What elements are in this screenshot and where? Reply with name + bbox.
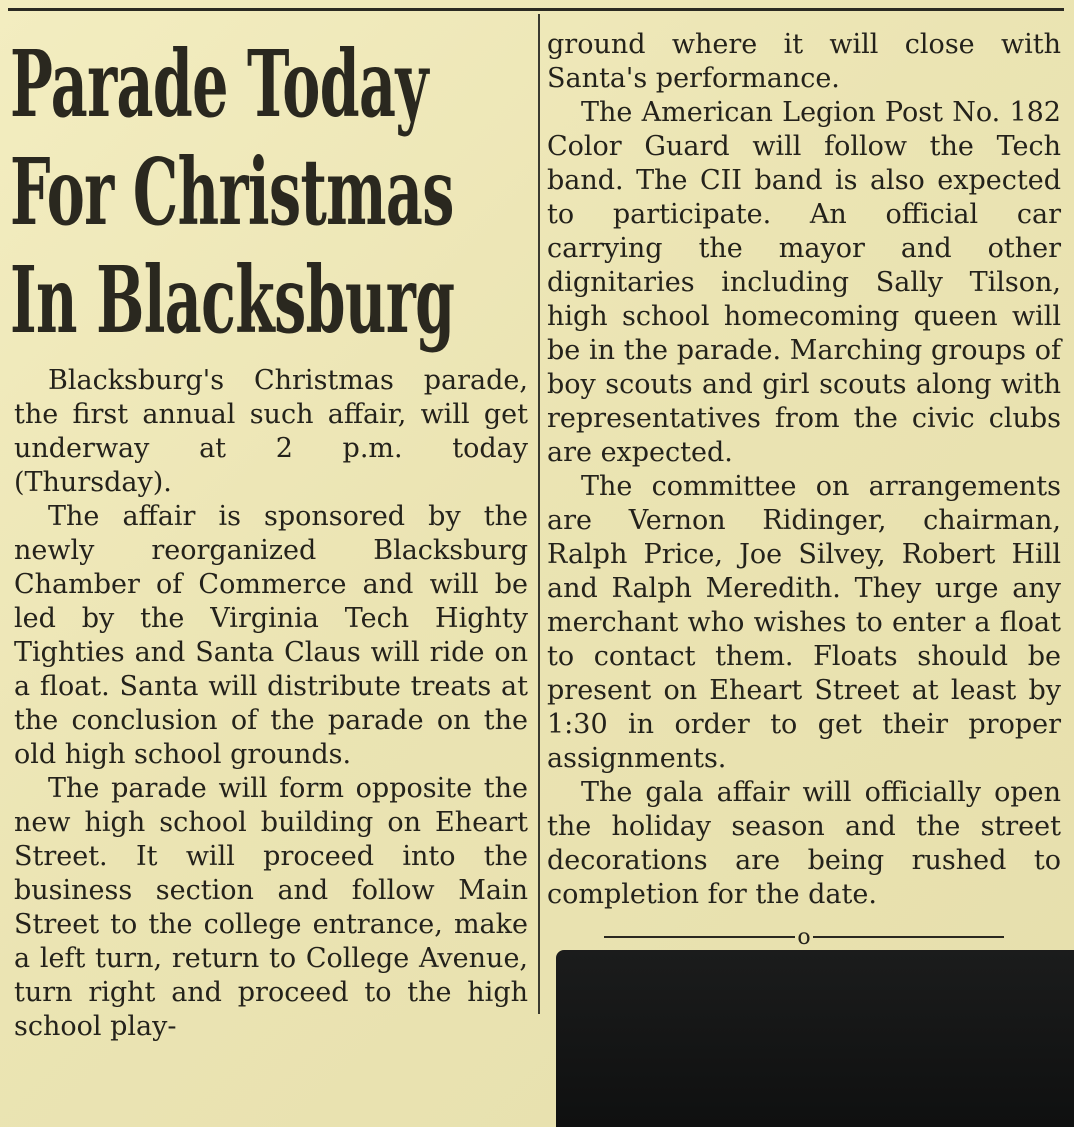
paragraph: The American Legion Post No. 182 Color Guard will follow the Tech band. The CII band is also expected to participate. An official car carrying the mayor and other dignitaries including Sally Tilson, high school homecoming queen will be in the parade. Marching groups of boy scouts and girl scouts along with representatives from the civic clubs are expected.: [547, 97, 1061, 468]
top-rule: [8, 8, 1064, 11]
continuation-paragraph: ground where it will close with Santa's performance.: [547, 29, 1061, 94]
paragraph: The parade will form opposite the new high school building on Eheart Street. It will proceed into the business section and follow Main Street to the college entrance, make a left turn, return to College Avenue, turn right and proceed to the high school play-: [14, 773, 528, 1042]
headline: [10, 30, 455, 354]
paragraph: The committee on arrangements are Vernon Ridinger, chairman, Ralph Price, Joe Silvey, Robert Hill and Ralph Meredith. They urge any merchant who wishes to enter a float to contact them. Floats should be present on Eheart Street at least by 1:30 in order to get their proper assignments.: [547, 471, 1061, 774]
end-of-article-mark: [604, 920, 1004, 954]
headline-line-2: For Christmas: [10, 138, 454, 246]
column-divider: [538, 14, 540, 1014]
headline-line-3: In Blacksburg: [10, 246, 455, 354]
end-mark-o: o: [797, 924, 811, 950]
headline-line-1: Parade Today: [10, 30, 428, 138]
right-column: [547, 28, 1061, 912]
end-rule-right: [813, 936, 1004, 938]
paragraph: The gala affair will officially open the holiday season and the street decorations are being rushed to completion for the date.: [547, 777, 1061, 910]
paragraph: The affair is sponsored by the newly reorganized Blacksburg Chamber of Commerce and will be led by the Virginia Tech Highty Tighties and Santa Claus will ride on a float. Santa will distribute treats at the conclusion of the parade on the old high school grounds.: [14, 501, 528, 770]
paragraph: Blacksburg's Christmas parade, the first annual such affair, will get underway at 2 p.m. today (Thursday).: [14, 365, 528, 498]
left-column: [14, 364, 528, 1044]
dark-background-area: [556, 950, 1074, 1127]
end-rule-left: [604, 936, 795, 938]
